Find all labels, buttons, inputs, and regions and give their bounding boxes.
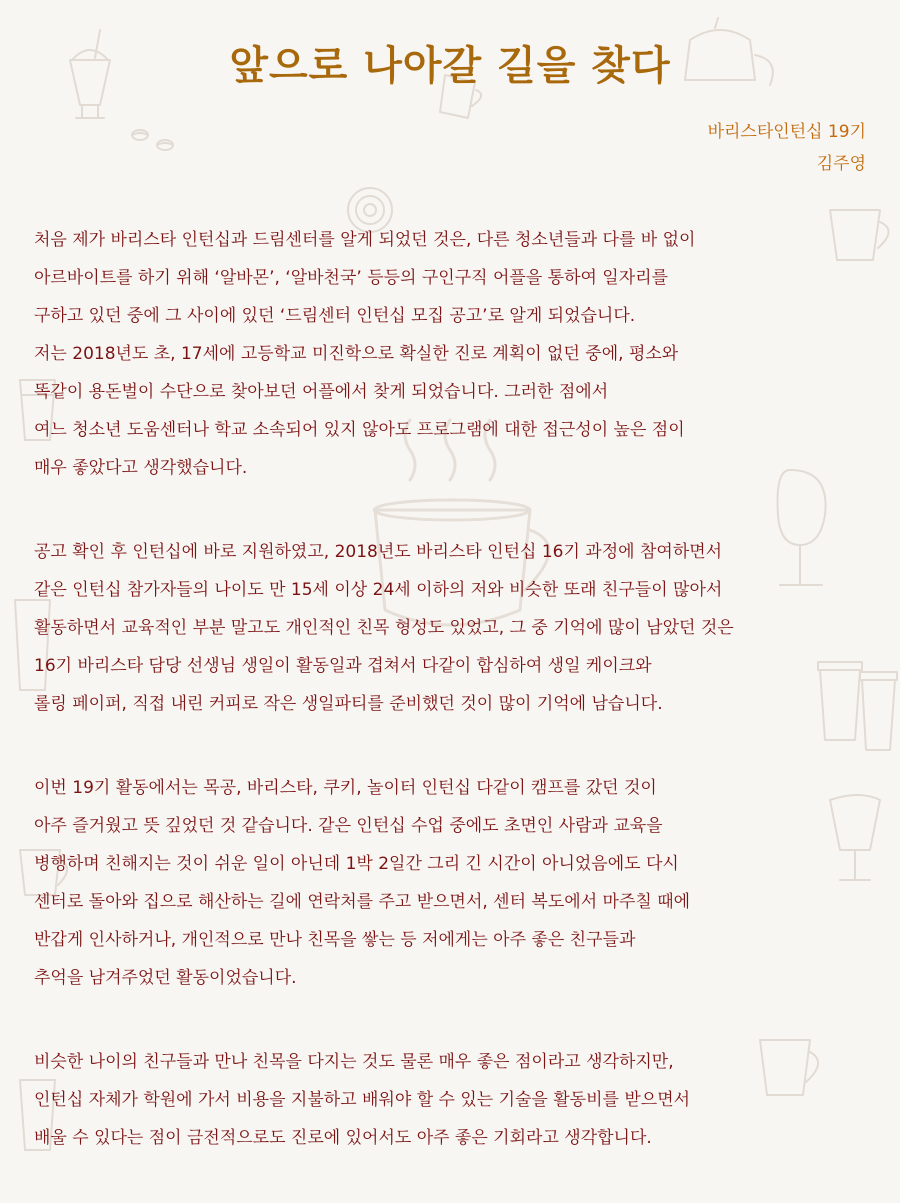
text-line: 아르바이트를 하기 위해 ‘알바몬’, ‘알바천국’ 등등의 구인구직 어플을 통하여 일자리를 [34,268,669,288]
paragraph-1 [34,221,874,487]
text-line: 병행하며 친해지는 것이 쉬운 일이 아닌데 1박 2일간 그리 긴 시간이 아니었음에도 다시 [34,854,679,874]
text-line: 추억을 남겨주었던 활동이었습니다. [34,968,297,988]
text-line: 배울 수 있다는 점이 금전적으로도 진로에 있어서도 아주 좋은 기회라고 생각합니다. [34,1128,652,1148]
text-line: 활동하면서 교육적인 부분 말고도 개인적인 친목 형성도 있었고, 그 중 기억에 많이 남았던 것은 [34,618,734,638]
author-block [708,116,866,180]
text-line: 구하고 있던 중에 그 사이에 있던 ‘드림센터 인턴십 모집 공고’로 알게 되었습니다. [34,306,636,326]
text-line: 똑같이 용돈벌이 수단으로 찾아보던 어플에서 찾게 되었습니다. 그러한 점에서 [34,382,609,402]
text-line: 처음 제가 바리스타 인턴십과 드림센터를 알게 되었던 것은, 다른 청소년들과 다를 바 없이 [34,230,696,250]
text-line: 이번 19기 활동에서는 목공, 바리스타, 쿠키, 놀이터 인턴십 다같이 캠프를 갔던 것이 [34,778,657,798]
text-line: 공고 확인 후 인턴십에 바로 지원하였고, 2018년도 바리스타 인턴십 16기 과정에 참여하면서 [34,542,723,562]
page-title: 앞으로 나아갈 길을 찾다 [229,43,671,89]
paragraph-3 [34,769,874,997]
text-line: 16기 바리스타 담당 선생님 생일이 활동일과 겹쳐서 다같이 합심하여 생일 케이크와 [34,656,652,676]
author-program: 바리스타인턴십 19기 [707,122,866,142]
text-line: 반갑게 인사하거나, 개인적으로 만나 친목을 쌓는 등 저에게는 아주 좋은 친구들과 [34,930,636,950]
text-line: 아주 즐거웠고 뜻 깊었던 것 같습니다. 같은 인턴십 수업 중에도 초면인 사람과 교육을 [34,816,663,836]
text-line: 인턴십 자체가 학원에 가서 비용을 지불하고 배워야 할 수 있는 기술을 활동비를 받으면서 [34,1090,691,1110]
essay-body [34,221,874,1203]
paragraph-2 [34,533,874,723]
text-line: 여느 청소년 도움센터나 학교 소속되어 있지 않아도 프로그램에 대한 접근성이 높은 점이 [34,420,685,440]
text-line: 센터로 돌아와 집으로 해산하는 길에 연락처를 주고 받으면서, 센터 복도에서 마주칠 때에 [34,892,691,912]
text-line: 매우 좋았다고 생각했습니다. [34,458,248,478]
text-line: 저는 2018년도 초, 17세에 고등학교 미진학으로 확실한 진로 계획이 없던 중에, 평소와 [34,344,679,364]
paragraph-4 [34,1043,874,1157]
text-line: 롤링 페이퍼, 직접 내린 커피로 작은 생일파티를 준비했던 것이 많이 기억에 남습니다. [34,694,663,714]
text-line: 비슷한 나이의 친구들과 만나 친목을 다지는 것도 물론 매우 좋은 점이라고 생각하지만, [34,1052,674,1072]
text-line: 같은 인턴십 참가자들의 나이도 만 15세 이상 24세 이하의 저와 비슷한 또래 친구들이 많아서 [34,580,723,600]
author-name: 김주영 [816,154,866,174]
